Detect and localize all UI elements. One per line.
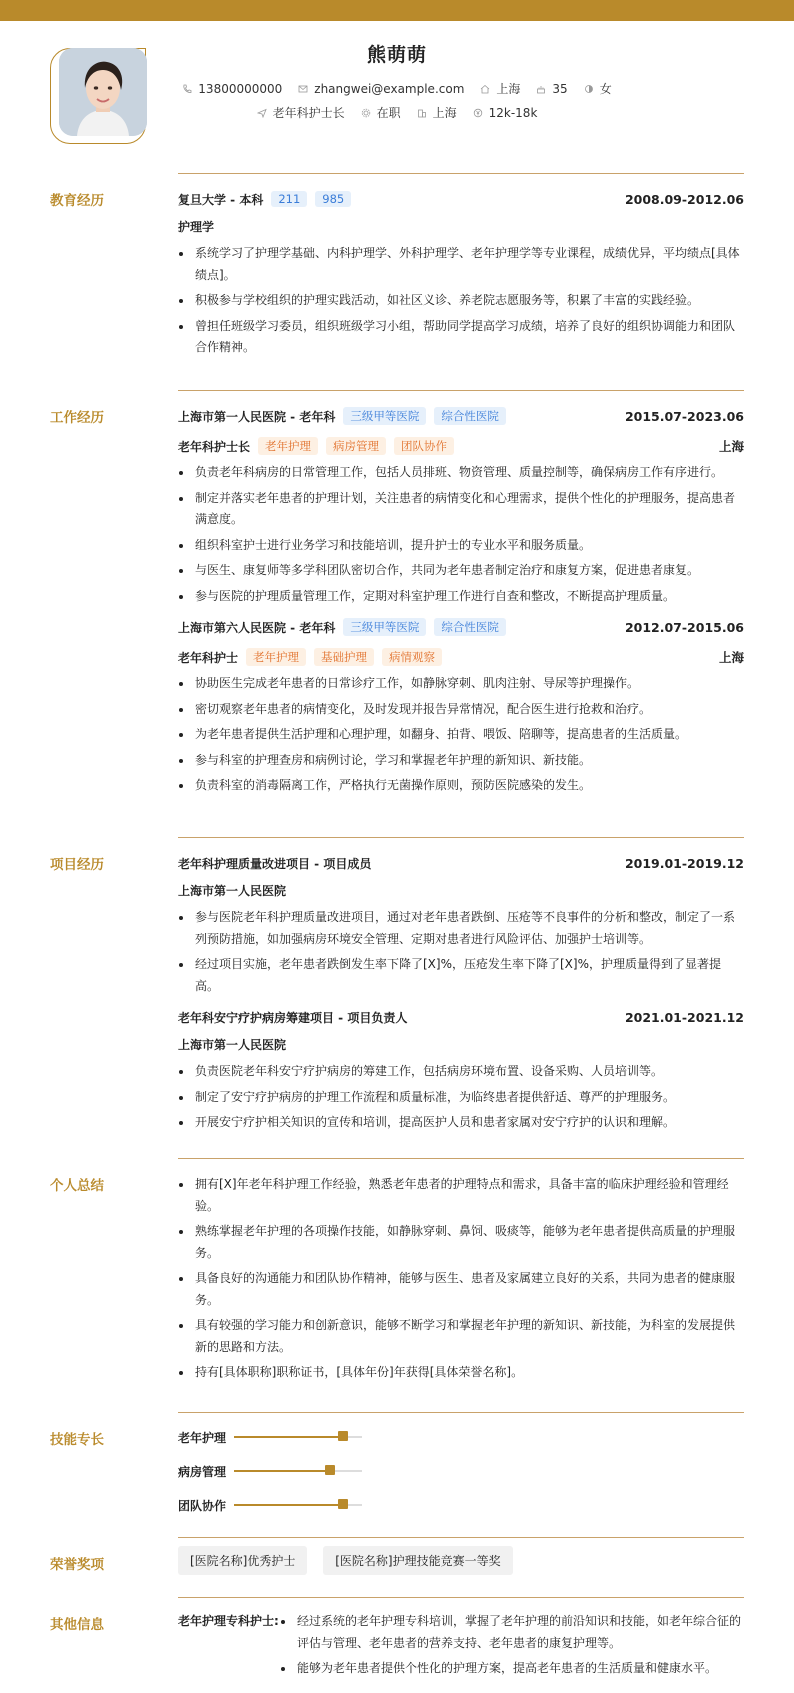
contact-row	[0, 80, 794, 97]
project-title: 老年科安宁疗护病房筹建项目 - 项目负责人	[178, 1010, 408, 1025]
role-tag: 老年护理	[246, 648, 306, 666]
list-item: 协助医生完成老年患者的日常诊疗工作，如静脉穿刺、肌肉注射、导尿等护理操作。	[178, 673, 744, 695]
skill-name: 病房管理	[178, 1464, 227, 1479]
salary-icon	[473, 108, 483, 118]
gear-icon	[361, 108, 371, 118]
org-tag: 三级甲等医院	[343, 618, 426, 636]
org-tag: 综合性医院	[434, 407, 506, 425]
role-tag: 基础护理	[314, 648, 374, 666]
list-item: 持有[具体职称]职称证书，[具体年份]年获得[具体荣誉名称]。	[178, 1362, 744, 1384]
work-date: 2012.07-2015.06	[624, 619, 744, 635]
work-bullets	[178, 462, 744, 607]
skill-bar-fill	[234, 1470, 330, 1472]
skill-row	[178, 1454, 744, 1488]
list-item: 熟练掌握老年护理的各项操作技能，如静脉穿刺、鼻饲、吸痰等，能够为老年患者提供高质量的护理服务。	[178, 1221, 744, 1264]
home-icon	[480, 84, 490, 94]
list-item: 拥有[X]年老年科护理工作经验，熟悉老年患者的护理特点和需求，具备丰富的临床护理经验和管理经验。	[178, 1174, 744, 1217]
work-entry	[178, 406, 744, 607]
target-city-info	[417, 104, 457, 121]
other-bullets	[280, 1611, 744, 1684]
education-date: 2008.09-2012.06	[624, 191, 744, 207]
school-tag: 211	[271, 191, 307, 207]
phone-number: 13800000000	[198, 81, 283, 96]
target-position: 老年科护士长	[272, 106, 345, 120]
work-location: 上海	[718, 650, 744, 665]
list-item: 经过项目实施，老年患者跌倒发生率下降了[X]%，压疮发生率下降了[X]%，护理质量得到了显著提高。	[178, 954, 744, 997]
work-role-row	[178, 647, 744, 667]
list-item: 密切观察老年患者的病情变化，及时发现并报告异常情况，配合医生进行抢救和治疗。	[178, 699, 744, 721]
school-name: 复旦大学 - 本科	[178, 192, 264, 207]
work-org-row	[178, 406, 744, 426]
skill-row	[178, 1420, 744, 1454]
project-entry	[178, 853, 744, 997]
age: 35	[552, 81, 568, 96]
list-item: 与医生、康复师等多学科团队密切合作，共同为老年患者制定治疗和康复方案，促进患者康复。	[178, 560, 744, 582]
email-address: zhangwei@example.com	[314, 81, 465, 96]
work-location: 上海	[718, 439, 744, 454]
project-header	[178, 853, 744, 873]
intent-row	[0, 104, 794, 121]
list-item: 积极参与学校组织的护理实践活动，如社区义诊、养老院志愿服务等，积累了丰富的实践经验。	[178, 290, 744, 312]
list-item: 参与医院老年科护理质量改进项目，通过对老年患者跌倒、压疮等不良事件的分析和整改，制定了一系列预防措施，如加强病房环境安全管理、定期对患者进行风险评估、加强护士培训等。	[178, 907, 744, 950]
list-item: 负责老年科病房的日常管理工作，包括人员排班、物资管理、质量控制等，确保病房工作有序进行。	[178, 462, 744, 484]
work-role-row	[178, 436, 744, 456]
project-entry	[178, 1007, 744, 1134]
work-role: 老年科护士长	[178, 439, 251, 454]
skills-list	[178, 1420, 744, 1522]
project-org: 上海市第一人民医院	[178, 884, 287, 898]
role-tag: 病情观察	[382, 648, 442, 666]
gender: 女	[599, 82, 612, 96]
skill-bar-fill	[234, 1504, 343, 1506]
list-item: 为老年患者提供生活护理和心理护理，如翻身、拍背、喂饭、陪聊等，提高患者的生活质量。	[178, 724, 744, 746]
building-icon	[417, 108, 427, 118]
list-item: 系统学习了护理学基础、内科护理学、外科护理学、老年护理学等专业课程，成绩优异，平均绩点[具体绩点]。	[178, 243, 744, 286]
award-badge: [医院名称]护理技能竞赛一等奖	[323, 1546, 512, 1575]
section-title: 技能专长	[50, 1432, 104, 1448]
list-item: 经过系统的老年护理专科培训，掌握了老年护理的前沿知识和技能，如老年综合征的评估与管理、老年患者的营养支持、老年患者的康复护理等。	[280, 1611, 744, 1654]
project-date: 2021.01-2021.12	[624, 1009, 744, 1025]
salary-range: 12k-18k	[488, 105, 538, 120]
project-bullets	[178, 907, 744, 997]
skill-bar	[234, 1436, 362, 1438]
list-item: 参与医院的护理质量管理工作，定期对科室护理工作进行自查和整改，不断提高护理质量。	[178, 586, 744, 608]
salary-info	[473, 104, 538, 121]
cake-icon	[536, 84, 546, 94]
status-info	[361, 104, 401, 121]
summary-bullets	[178, 1174, 744, 1384]
work-org: 上海市第六人民医院 - 老年科	[178, 620, 336, 635]
work-org-row	[178, 617, 744, 637]
education-bullets	[178, 243, 744, 359]
skill-bar-fill	[234, 1436, 343, 1438]
position-info	[257, 104, 345, 121]
skill-row	[178, 1488, 744, 1522]
email-info	[298, 80, 464, 97]
section-divider	[178, 837, 744, 838]
city-info	[480, 80, 520, 97]
section-divider	[178, 173, 744, 174]
gender-info	[584, 80, 612, 97]
work-entry	[178, 617, 744, 797]
project-title: 老年科护理质量改进项目 - 项目成员	[178, 856, 372, 871]
list-item: 制定了安宁疗护病房的护理工作流程和质量标准，为临终患者提供舒适、尊严的护理服务。	[178, 1087, 744, 1109]
top-accent-bar	[0, 0, 794, 21]
work-bullets	[178, 673, 744, 797]
project-header	[178, 1007, 744, 1027]
skill-level-marker	[325, 1465, 335, 1475]
section-title: 项目经历	[50, 857, 104, 873]
role-tag: 病房管理	[326, 437, 386, 455]
list-item: 组织科室护士进行业务学习和技能培训，提升护士的专业水平和服务质量。	[178, 535, 744, 557]
award-badge: [医院名称]优秀护士	[178, 1546, 307, 1575]
job-status: 在职	[376, 106, 401, 120]
city: 上海	[496, 82, 521, 96]
gender-icon	[584, 84, 594, 94]
section-title: 荣誉奖项	[50, 1557, 104, 1573]
phone-info	[182, 80, 282, 97]
section-divider	[178, 1597, 744, 1598]
major: 护理学	[178, 220, 215, 234]
school-tag: 985	[315, 191, 351, 207]
other-label: 老年护理专科护士:	[178, 1614, 279, 1628]
phone-icon	[182, 84, 192, 94]
list-item: 具有较强的学习能力和创新意识，能够不断学习和掌握老年护理的新知识、新技能，为科室的发展提供新的思路和方法。	[178, 1315, 744, 1358]
section-title: 其他信息	[50, 1617, 104, 1633]
work-role: 老年科护士	[178, 650, 239, 665]
section-divider	[178, 1537, 744, 1538]
section-divider	[178, 390, 744, 391]
skill-level-marker	[338, 1499, 348, 1509]
org-tag: 综合性医院	[434, 618, 506, 636]
list-item: 能够为老年患者提供个性化的护理方案，提高老年患者的生活质量和健康水平。	[280, 1658, 744, 1680]
candidate-name: 熊萌萌	[366, 44, 427, 66]
work-org: 上海市第一人民医院 - 老年科	[178, 409, 336, 424]
section-divider	[178, 1412, 744, 1413]
role-tag: 团队协作	[394, 437, 454, 455]
target-city: 上海	[432, 106, 457, 120]
project-date: 2019.01-2019.12	[624, 855, 744, 871]
project-org: 上海市第一人民医院	[178, 1038, 287, 1052]
list-item: 开展安宁疗护相关知识的宣传和培训，提高医护人员和患者家属对安宁疗护的认识和理解。	[178, 1112, 744, 1134]
list-item: 曾担任班级学习委员，组织班级学习小组，帮助同学提高学习成绩，培养了良好的组织协调能力和团队合作精神。	[178, 316, 744, 359]
section-title: 工作经历	[50, 410, 104, 426]
education-header	[178, 189, 744, 209]
skill-bar	[234, 1504, 362, 1506]
list-item: 负责科室的消毒隔离工作，严格执行无菌操作原则，预防医院感染的发生。	[178, 775, 744, 797]
skill-name: 团队协作	[178, 1498, 227, 1513]
list-item: 负责医院老年科安宁疗护病房的筹建工作，包括病房环境布置、设备采购、人员培训等。	[178, 1061, 744, 1083]
list-item: 具备良好的沟通能力和团队协作精神，能够与医生、患者及家属建立良好的关系，共同为患者的健康服务。	[178, 1268, 744, 1311]
skill-level-marker	[338, 1431, 348, 1441]
section-title: 教育经历	[50, 193, 104, 209]
section-divider	[178, 1158, 744, 1159]
list-item: 制定并落实老年患者的护理计划，关注患者的病情变化和心理需求，提供个性化的护理服务，提高患者满意度。	[178, 488, 744, 531]
skill-bar	[234, 1470, 362, 1472]
role-tag: 老年护理	[258, 437, 318, 455]
skill-name: 老年护理	[178, 1430, 227, 1445]
work-date: 2015.07-2023.06	[624, 408, 744, 424]
send-icon	[257, 108, 267, 118]
age-info	[536, 80, 567, 97]
mail-icon	[298, 84, 308, 94]
section-title: 个人总结	[50, 1178, 104, 1194]
list-item: 参与科室的护理查房和病例讨论，学习和掌握老年护理的新知识、新技能。	[178, 750, 744, 772]
org-tag: 三级甲等医院	[343, 407, 426, 425]
project-bullets	[178, 1061, 744, 1134]
